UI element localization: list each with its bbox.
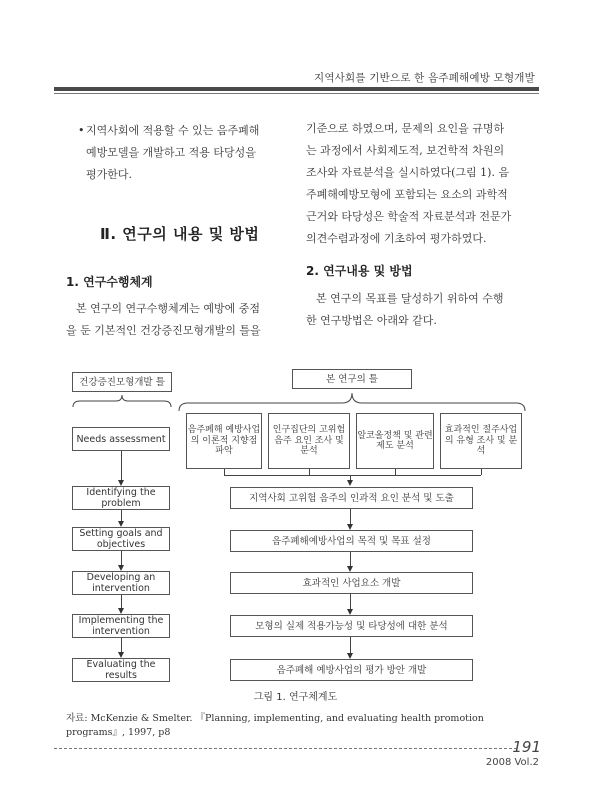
left-step-evaluate: Evaluating the results xyxy=(72,658,170,682)
right-step-evaluation: 음주폐해 예방사업의 평가 방안 개발 xyxy=(230,659,473,681)
right-step-feasibility: 모형의 실제 적용가능성 및 타당성에 대한 분석 xyxy=(230,615,473,637)
connector-line xyxy=(350,552,351,566)
connector-line xyxy=(224,469,225,475)
right-step-causal-factors: 지역사회 고위험 음주의 인과적 요인 분석 및 도출 xyxy=(230,487,473,509)
page-number: 191 xyxy=(512,738,541,756)
paragraph-line: 본 연구의 연구수행체계는 예방에 중점 xyxy=(76,302,261,315)
connector-line xyxy=(309,469,310,475)
arrow-down-icon xyxy=(118,608,124,614)
arrow-down-icon xyxy=(347,566,353,572)
bullet-line: 평가한다. xyxy=(86,168,133,181)
subsection-2-heading: 2. 연구내용 및 방법 xyxy=(306,264,413,278)
paragraph-line: 는 과정에서 사회제도적, 보건학적 차원의 xyxy=(306,144,505,157)
connector-line xyxy=(121,510,122,521)
running-header: 지역사회를 기반으로 한 음주폐해예방 모형개발 xyxy=(313,72,535,84)
objective-bullet xyxy=(78,120,286,186)
paragraph-line: 주폐해예방모형에 포함되는 요소의 과학적 xyxy=(306,188,508,201)
top-box-risk-factors: 인구집단의 고위험 음주 요인 조사 및 분석 xyxy=(268,413,350,469)
left-step-problem: Identifying the problem xyxy=(72,486,170,510)
volume-label: 2008 Vol.2 xyxy=(485,757,539,768)
paragraph-line: 근거와 타당성은 학술적 자료분석과 전문가 xyxy=(306,210,512,223)
paragraph-line: 조사와 자료분석을 실시하였다(그림 1). 음 xyxy=(306,166,510,179)
right-step-goals: 음주폐해예방사업의 목적 및 목표 설정 xyxy=(230,530,473,552)
arrow-down-icon xyxy=(347,524,353,530)
connector-line xyxy=(350,637,351,653)
right-header-box: 본 연구의 틀 xyxy=(292,369,412,389)
subsection-1-paragraph xyxy=(66,298,280,342)
paragraph-line: 한 연구방법은 아래와 같다. xyxy=(306,314,437,327)
bullet-mark: • xyxy=(78,124,85,137)
paragraph-line: 을 둔 기본적인 건강증진모형개발의 틀을 xyxy=(66,324,261,337)
top-box-programs: 효과적인 절주사업의 유형 조사 및 분석 xyxy=(440,413,522,469)
paragraph-line: 본 연구의 목표를 달성하기 위하여 수행 xyxy=(316,292,504,305)
section-heading: Ⅱ. 연구의 내용 및 방법 xyxy=(100,225,260,243)
connector-line xyxy=(350,594,351,609)
right-brace xyxy=(178,391,526,413)
right-step-elements: 효과적인 사업요소 개발 xyxy=(230,572,473,594)
figure-caption: 그림 1. 연구체계도 xyxy=(253,692,338,703)
arrow-down-icon xyxy=(118,480,124,486)
bullet-line: 예방모델을 개발하고 적용 타당성을 xyxy=(86,146,256,159)
connector-line xyxy=(481,469,482,475)
arrow-down-icon xyxy=(118,565,124,571)
left-step-implement: Implementing the intervention xyxy=(72,614,170,638)
arrow-down-icon xyxy=(347,609,353,615)
bullet-line: 지역사회에 적용할 수 있는 음주폐해 xyxy=(86,124,260,137)
arrow-down-icon xyxy=(118,652,124,658)
arrow-down-icon xyxy=(118,521,124,527)
header-rule xyxy=(54,87,539,91)
connector-line xyxy=(395,469,396,475)
figure-source: 자료: McKenzie & Smelter. 『Planning, implementing, and evaluating health promotion programs』, 1997, p8 xyxy=(66,713,484,738)
connector-line xyxy=(121,551,122,565)
arrow-down-icon xyxy=(347,480,353,486)
paragraph-line: 기준으로 하였으며, 문제의 요인을 규명하 xyxy=(306,122,505,135)
connector-line xyxy=(121,451,122,480)
left-step-needs: Needs assessment xyxy=(72,427,170,451)
subsection-1-heading: 1. 연구수행체계 xyxy=(66,275,153,289)
connector-line xyxy=(121,595,122,608)
footer-rule xyxy=(54,748,517,749)
left-step-develop: Developing an intervention xyxy=(72,571,170,595)
subsection-2-paragraph xyxy=(306,288,524,332)
top-box-theory: 음주폐해 예방사업의 이론적 지향점 파악 xyxy=(186,413,262,469)
connector-line xyxy=(350,509,351,524)
connector-line xyxy=(121,638,122,652)
left-brace xyxy=(72,393,172,409)
right-column-paragraph xyxy=(306,118,524,250)
header-rule-thin xyxy=(54,93,539,94)
arrow-down-icon xyxy=(347,653,353,659)
left-step-goals: Setting goals and objectives xyxy=(72,527,170,551)
left-header-box: 건강증진모형개발 틀 xyxy=(72,372,172,392)
paragraph-line: 의견수렴과정에 기초하여 평가하였다. xyxy=(306,232,487,245)
top-box-policy: 알코올정책 및 관련 제도 분석 xyxy=(356,413,434,469)
connector-line xyxy=(224,475,481,476)
